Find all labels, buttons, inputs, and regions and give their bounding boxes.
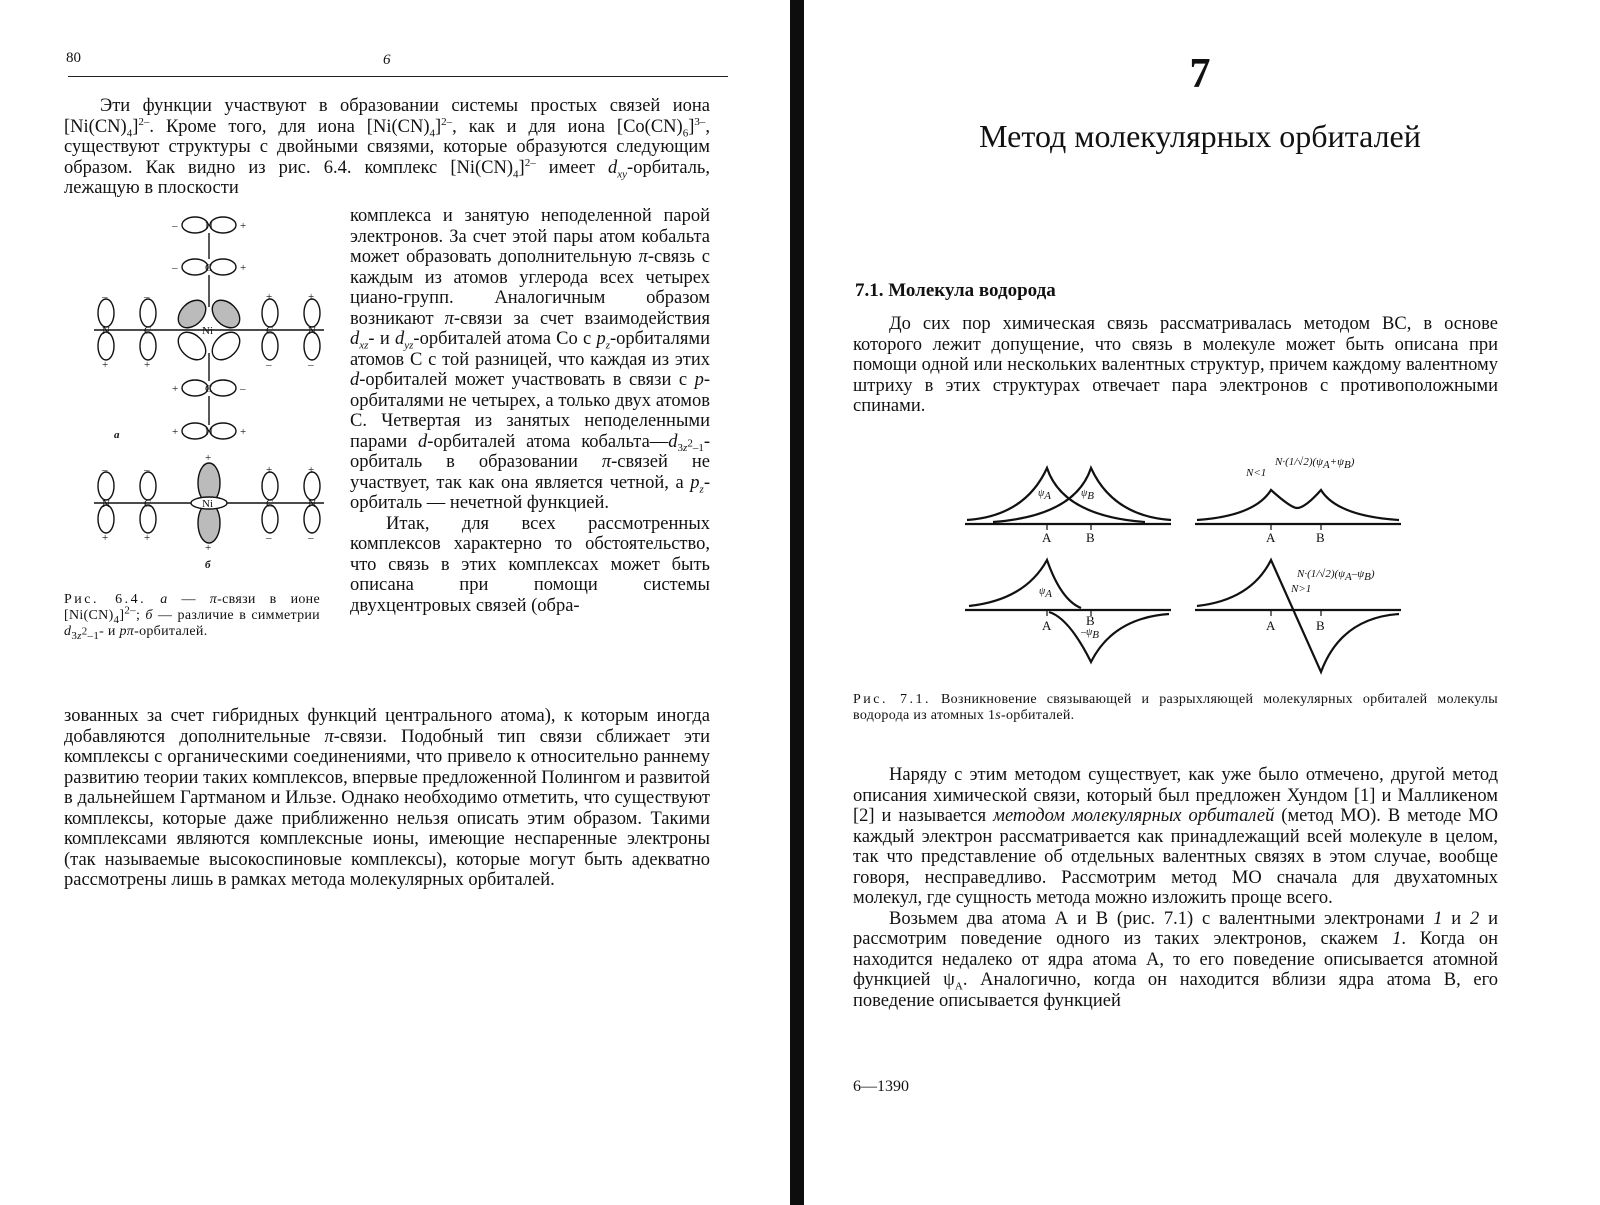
caption-label: Рис. 6.4. <box>64 592 147 607</box>
figure-6-4-caption <box>64 592 320 640</box>
sign: + <box>172 383 179 395</box>
antibonding-condition: N>1 <box>1291 583 1312 595</box>
sign: + <box>205 452 212 464</box>
sign: – <box>266 359 272 371</box>
intro-text: Эти функции участвуют в образовании системы простых связей иона $[Ni(CN)_4]^{2-}$. Кроме того, для иона $[Ni(CN)_4]^{2-}$, как и для иона $[Co(CN)_6]^{3-}$, существуют структуры с двойными связями, которые образуются следующим образом. Как видно из рис. 6.4. комплекс $[Ni(CN)_4]^{2-}$ имеет $d_{xy}$-орбиталь, лежащую в плоскости <box>64 96 710 198</box>
figure-7-1 <box>965 450 1411 680</box>
label-B: B <box>1316 618 1325 633</box>
label-B: B <box>1316 530 1325 545</box>
sign: + <box>102 359 109 371</box>
running-head: 6 <box>383 52 391 68</box>
sign: – <box>308 359 314 371</box>
label-A: A <box>1266 618 1276 633</box>
label-A: A <box>1042 530 1052 545</box>
atom-c-bottom: C <box>205 383 213 395</box>
sign: – <box>266 532 272 544</box>
atom-n-left-b: N <box>102 498 110 510</box>
sign: + <box>240 220 247 232</box>
sign: + <box>308 464 315 476</box>
paragraph-2-text: Наряду с этим методом существует, как уже было отмечено, другой метод описания химической связи, который был предложен Хундом [1] и Малликеном [2] и называется методом молекулярных орбиталей (метод МО). В методе МО каждый электрон рассматривается как принадлежащий всей молекуле в целом, так что представление об отдельных валентных связях в этом случае, вообще говоря, несправедливо. Рассмотрим метод МО сначала для двухатомных молекул, где сущность метода можно изложить проще всего. <box>853 765 1499 908</box>
psi-B-label: $\psi_B$ <box>1081 488 1094 502</box>
atom-c-left-b: C <box>144 498 152 510</box>
atom-n-right-b: N <box>308 498 316 510</box>
bonding-condition: N<1 <box>1246 467 1267 479</box>
paragraph-1 <box>853 314 1498 417</box>
book-spine <box>790 0 804 1205</box>
header-rule <box>68 76 728 77</box>
sign: – <box>102 291 108 303</box>
side-column <box>350 206 710 616</box>
label-A: A <box>1042 618 1052 633</box>
sign: + <box>144 532 151 544</box>
figure-label-b: б <box>205 559 211 571</box>
caption-text: Возникновение связывающей и разрыхляющей молекулярных орбиталей молекулы водорода из атомных 1s-орбиталей. <box>853 692 1498 723</box>
sign: + <box>266 291 273 303</box>
sign: + <box>266 464 273 476</box>
label-B: B <box>1086 613 1095 628</box>
paragraph-3-text: Возьмем два атома А и В (рис. 7.1) с валентными электронами 1 и 2 и рассмотрим поведение одного из таких электронов, скажем 1. Когда он находится недалеко от ядра атома А, то его поведение описывается атомной функцией $\psi_A$. Аналогично, когда он находится вблизи ядра атома В, его поведение описывается функцией <box>853 908 1499 1011</box>
neg-psi-B-label: $-\psi_B$ <box>1081 627 1099 641</box>
printer-signature: 6—1390 <box>853 1078 909 1095</box>
sign: + <box>172 426 179 438</box>
psi-A-label-2: $\psi_A$ <box>1039 586 1052 600</box>
atom-c-left: C <box>144 325 152 337</box>
bottom-text: зованных за счет гибридных функций центрального атома), к которым иногда добавляются дополнительные π-связи. Подобный тип связи сближает эти комплексы с органическими соединениями, что привело к относительно раннему развитию теории таких комплексов, впервые предложенной Полингом и развитой в дальнейшем Гартманом и Ильзе. Однако необходимо отметить, что существуют комплексы, которые даже приближенно нельзя описать этим образом. Такими комплексами являются комплексные ионы, имеющие неспаренные электроны (так называемые высокоспиновые комплексы), которые могут быть адекватно рассмотрены лишь в рамках метода молекулярных орбиталей. <box>64 706 710 890</box>
bottom-paragraph <box>64 706 710 891</box>
figure-label-a: a <box>114 429 120 441</box>
atom-n-bottom: N <box>205 426 213 438</box>
section-title: 7.1. Молекула водорода <box>855 280 1056 301</box>
sign: + <box>102 532 109 544</box>
figure-7-1-caption <box>853 692 1498 724</box>
intro-paragraph <box>64 96 710 199</box>
antibonding-formula: $N\cdot(1/√2)(\psi_A-\psi_B)$ <box>1297 568 1375 584</box>
paragraph-1-text: До сих пор химическая связь рассматривалась методом ВС, в основе которого лежит допущение, что связь в молекуле может быть описана при помощи одной или нескольких валентных структур, причем каждому валентному штриху в этих структурах отвечает пара электронов с противоположными спинами. <box>853 314 1498 416</box>
right-page <box>805 0 1600 1205</box>
sign: – <box>102 464 108 476</box>
sign: + <box>144 359 151 371</box>
sign: + <box>308 291 315 303</box>
atom-n-left: N <box>102 325 110 337</box>
sign: – <box>172 262 178 274</box>
sign: – <box>308 532 314 544</box>
side-column-text: комплекса и занятую неподеленной парой электронов. За счет этой пары атом кобальта может образовать дополнительную π-связь с каждым из атомов углерода всех четырех циано-групп. Аналогичным образом возникают π-связи за счет взаимодействия $d_{xz}-$ и $d_{yz}$-орбиталей атома Co с $p_z$-орбиталями атомов C с той разницей, что каждая из этих d-орбиталей может участвовать в связи с p-орбиталями не четырех, а только двух атомов C. Четвертая из занятых неподеленными парами d-орбиталей атома $кобальта—d_{3z^2-1}$-орбиталь в образовании π-связей не участвует, так как она является четной, а $p_z$-орбиталь — нечетной функцией. <box>350 206 710 513</box>
sign: – <box>144 291 150 303</box>
caption-label: Рис. 7.1. <box>853 692 932 707</box>
caption-text: a — π-связи в ионе $[Ni(CN)_4]^{2-}$; б — различие в симметрии $d_{3z^2-1}-$ и pπ-орбиталей. <box>64 592 320 642</box>
atom-n-right: N <box>308 325 316 337</box>
side-column-text-2: Итак, для всех рассмотренных комплексов характерно то обстоятельство, что связь в этих комплексах может быть описана при помощи системы двухцентровых связей (обра- <box>350 513 710 616</box>
chapter-number: 7 <box>1189 51 1211 97</box>
sign: – <box>172 220 178 232</box>
paragraph-2-3 <box>853 765 1498 1011</box>
figure-6-4 <box>84 203 346 575</box>
sign: – <box>240 383 246 395</box>
chapter-title: Метод молекулярных орбиталей <box>979 118 1421 154</box>
sign: – <box>144 464 150 476</box>
bonding-formula: $N\cdot(1/√2)(\psi_A+\psi_B)$ <box>1275 456 1355 472</box>
left-page <box>0 0 790 1205</box>
atom-n-top: N <box>205 220 213 232</box>
atom-ni-a: Ni <box>202 325 213 337</box>
sign: + <box>240 262 247 274</box>
page-number: 80 <box>66 50 81 66</box>
atom-c-right: C <box>266 325 274 337</box>
label-A: A <box>1266 530 1276 545</box>
bonding-curves <box>965 468 1401 524</box>
sign: + <box>205 542 212 554</box>
label-B: B <box>1086 530 1095 545</box>
psi-A-label: $\psi_A$ <box>1038 488 1051 502</box>
atom-c-right-b: C <box>266 498 274 510</box>
atom-ni-b: Ni <box>202 498 213 510</box>
sign: + <box>240 426 247 438</box>
atom-c-top: C <box>205 262 213 274</box>
